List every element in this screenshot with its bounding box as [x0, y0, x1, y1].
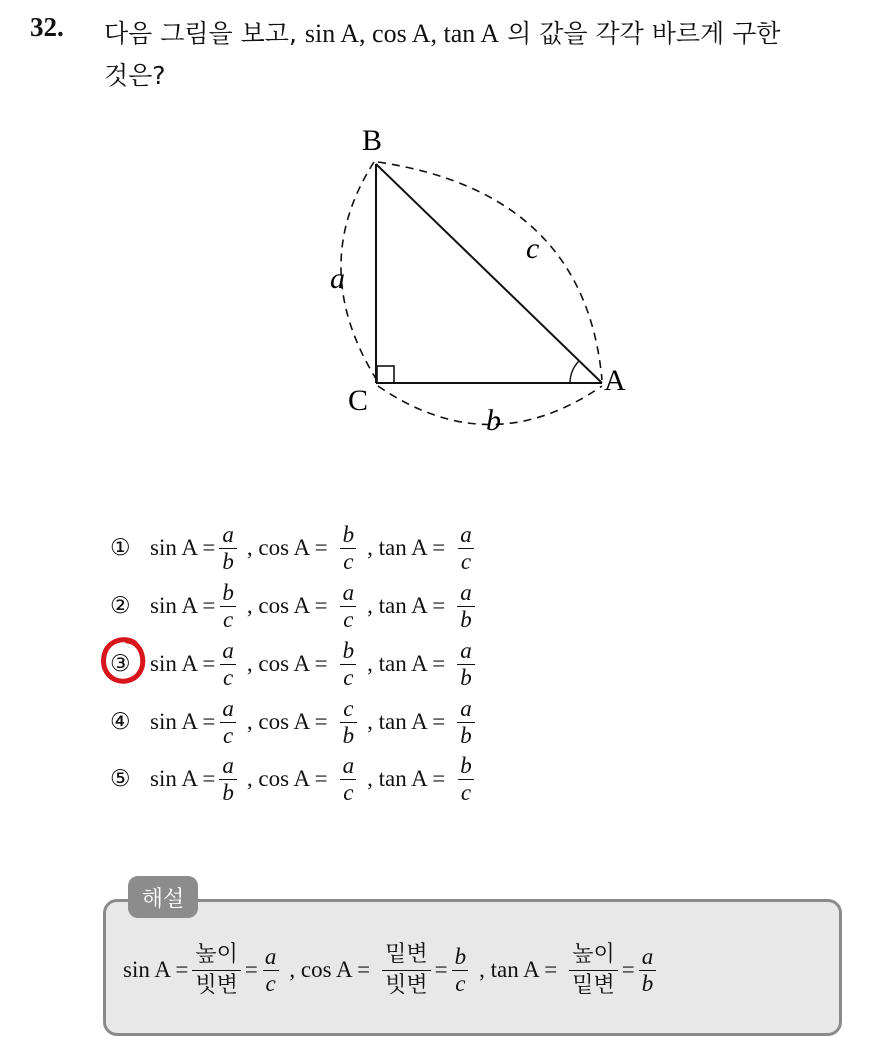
question-number: 32. — [30, 12, 64, 42]
side-a-label: a — [330, 262, 345, 295]
choice-1[interactable] — [110, 520, 479, 576]
exp-cos-word-frac — [382, 940, 431, 1001]
sin-label: sin A = — [150, 651, 216, 676]
choice-2[interactable] — [110, 578, 479, 634]
cos-label: , cos A = — [246, 651, 328, 676]
cos-fraction — [340, 638, 358, 691]
choice-3[interactable] — [110, 636, 479, 692]
exp-tan-val-frac — [639, 944, 657, 997]
side-b-label: b — [486, 404, 501, 437]
tan-label: , tan A = — [367, 651, 446, 676]
tan-label: , tan A = — [367, 766, 446, 791]
sin-fraction — [219, 753, 237, 806]
frac-num: a — [460, 579, 472, 605]
equals-sign: = — [621, 957, 635, 982]
cos-label: , cos A = — [246, 535, 328, 560]
frac-num: a — [222, 637, 234, 663]
frac-den: c — [458, 548, 474, 575]
question-text-line1 — [104, 14, 780, 50]
frac-den: b — [219, 779, 237, 806]
exp-cos-val-frac — [452, 944, 470, 997]
tan-label: , tan A = — [367, 535, 446, 560]
sin-label: sin A = — [150, 535, 216, 560]
frac-den: c — [340, 606, 356, 633]
equals-sign: = — [434, 957, 448, 982]
frac-num: a — [222, 695, 234, 721]
question-math: sin A, cos A, tan A — [304, 19, 500, 48]
frac-den: b — [457, 722, 475, 749]
exp-sin-word-frac — [192, 940, 241, 1001]
exp-sin-val-frac — [262, 944, 280, 997]
choice-4[interactable] — [110, 694, 479, 750]
exp-tan-word-frac — [569, 940, 618, 1001]
sin-label: sin A = — [150, 593, 216, 618]
frac-den: c — [220, 606, 236, 633]
choice-number: ⑤ — [110, 766, 131, 792]
frac-num: b — [342, 521, 355, 547]
question-text-post: 의 값을 각각 바르게 구한 — [507, 19, 781, 48]
frac-den: c — [458, 779, 474, 806]
frac-den: b — [457, 664, 475, 691]
frac-num: 밑변 — [385, 941, 428, 967]
frac-num: b — [222, 579, 234, 605]
side-c-label: c — [526, 232, 540, 265]
vertex-a-label: A — [604, 364, 626, 397]
frac-num: b — [460, 752, 472, 778]
frac-num: a — [460, 695, 472, 721]
frac-num: a — [222, 521, 234, 547]
exp-sin-label: sin A = — [123, 957, 189, 982]
frac-num: 높이 — [195, 941, 238, 967]
vertex-c-label: C — [348, 384, 369, 417]
frac-den: c — [220, 722, 236, 749]
frac-den: c — [340, 664, 356, 691]
cos-fraction — [340, 696, 358, 749]
sin-fraction — [219, 696, 237, 749]
vertex-b-label: B — [362, 124, 383, 157]
frac-den: 빗변 — [192, 970, 241, 1001]
tan-fraction — [457, 696, 475, 749]
explanation-tab: 해설 — [128, 876, 198, 918]
choice-number: ② — [110, 593, 131, 619]
tan-label: , tan A = — [367, 709, 446, 734]
exp-cos-label: , cos A = — [289, 957, 371, 982]
tan-label: , tan A = — [367, 593, 446, 618]
question-text-line2: 것은? — [104, 61, 166, 90]
cos-label: , cos A = — [246, 766, 328, 791]
tan-fraction — [457, 580, 475, 633]
frac-den: 밑변 — [569, 970, 618, 1001]
frac-den: c — [340, 548, 356, 575]
frac-num: c — [343, 695, 354, 721]
sin-fraction — [219, 522, 237, 575]
frac-num: a — [460, 521, 472, 547]
cos-fraction — [340, 580, 358, 633]
question-text-pre: 다음 그림을 보고, — [104, 19, 297, 48]
frac-den: c — [220, 664, 236, 691]
cos-fraction — [340, 522, 358, 575]
choice-5[interactable] — [110, 751, 479, 807]
brace-a — [341, 162, 378, 382]
sin-fraction — [219, 638, 237, 691]
equals-sign: = — [244, 957, 258, 982]
frac-den: b — [457, 606, 475, 633]
frac-num: a — [264, 943, 277, 969]
frac-den: 빗변 — [382, 970, 431, 1001]
right-angle-mark — [377, 366, 394, 383]
frac-den: c — [452, 970, 468, 997]
choice-number: ③ — [110, 651, 131, 677]
tan-fraction — [457, 638, 475, 691]
sin-fraction — [219, 580, 237, 633]
tan-fraction — [457, 522, 475, 575]
angle-a-arc — [570, 361, 579, 383]
frac-num: a — [342, 579, 355, 605]
frac-num: 높이 — [572, 941, 615, 967]
frac-den: b — [340, 722, 358, 749]
choice-number: ④ — [110, 709, 131, 735]
cos-fraction — [340, 753, 358, 806]
frac-num: a — [460, 637, 472, 663]
choice-number: ① — [110, 535, 131, 561]
explanation-formula — [123, 930, 660, 1010]
cos-label: , cos A = — [246, 709, 328, 734]
frac-num: b — [454, 943, 467, 969]
triangle-figure — [300, 118, 660, 448]
brace-c — [378, 162, 602, 380]
tan-fraction — [457, 753, 475, 806]
frac-den: b — [219, 548, 237, 575]
frac-num: a — [342, 752, 355, 778]
frac-den: b — [639, 970, 657, 997]
cos-label: , cos A = — [246, 593, 328, 618]
answer-mark-circle — [99, 634, 147, 686]
sin-label: sin A = — [150, 709, 216, 734]
frac-num: a — [222, 752, 234, 778]
frac-den: c — [340, 779, 356, 806]
frac-den: c — [263, 970, 279, 997]
sin-label: sin A = — [150, 766, 216, 791]
frac-num: a — [641, 943, 654, 969]
frac-num: b — [342, 637, 355, 663]
exp-tan-label: , tan A = — [479, 957, 558, 982]
